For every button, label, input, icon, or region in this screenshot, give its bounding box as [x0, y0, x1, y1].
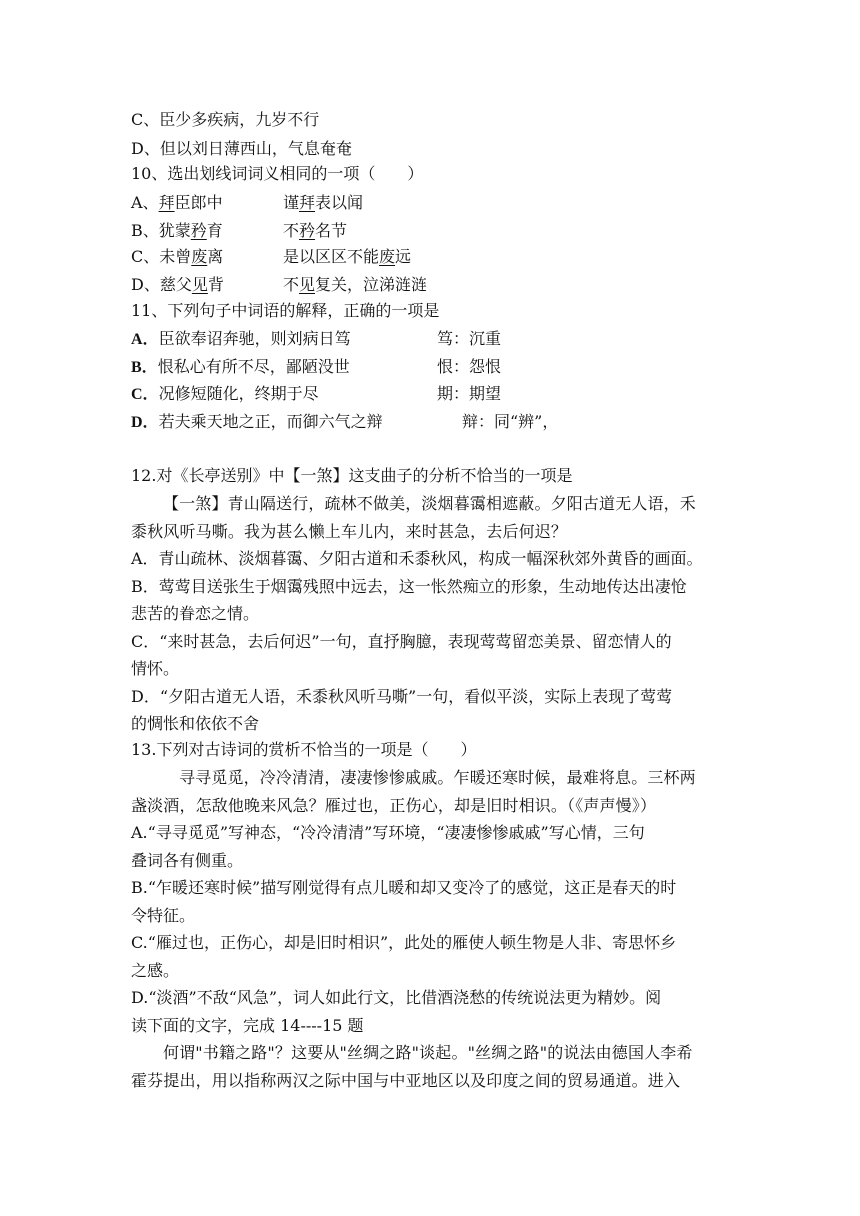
q9-option-c: C、臣少多疾病，九岁不行 [131, 110, 320, 129]
q10-stem: 10、选出划线词词义相同的一项（ ） [131, 164, 424, 183]
q11-option-b-gloss: 恨：怨恨 [437, 357, 502, 376]
q11-stem: 11、下列句子中词语的解释，正确的一项是 [131, 301, 440, 320]
q13-stem: 13.下列对古诗词的赏析不恰当的一项是（ ） [131, 740, 477, 759]
q10-option-d-pair: 不见复关，泣涕涟涟 [283, 275, 428, 294]
underlined-word: 见 [191, 275, 208, 294]
q13-option-c-cont: 之感。 [131, 961, 180, 980]
q13-option-b-cont: 令特征。 [131, 906, 196, 925]
q10-option-d: D、慈父见背 [131, 275, 224, 294]
q13-option-b: B.“乍暖还寒时候”描写刚觉得有点儿暖和却又变冷了的感觉，这正是春天的时 [131, 878, 677, 897]
underlined-word: 拜 [158, 193, 175, 212]
q12-stem: 12.对《长亭送别》中【一煞】这支曲子的分析不恰当的一项是 [131, 466, 573, 485]
q12-option-b-cont: 悲苦的眷恋之情。 [131, 604, 260, 623]
q12-option-d-cont: 的惆怅和依依不舍 [131, 714, 260, 733]
q11-option-a: A．臣欲奉诏奔驰，则刘病日笃 [131, 329, 351, 348]
q12-option-b: B．莺莺目送张生于烟霭残照中远去，这一怅然痴立的形象，生动地传达出凄怆 [131, 577, 687, 596]
q13-option-c: C.“雁过也，正伤心，却是旧时相识”，此处的雁使人顿生物是人非、寄思怀乡 [131, 933, 677, 952]
underlined-word: 废 [379, 247, 396, 266]
q13-option-d: D.“淡酒”不敌“风急”，词人如此行文，比借酒浇愁的传统说法更为精妙。阅 [131, 988, 662, 1007]
underlined-word: 矜 [299, 221, 316, 240]
q13-option-a: A.“寻寻觅觅”写神态，“冷冷清清”写环境，“凄凄惨惨戚戚”写心情，三句 [131, 823, 645, 842]
q12-option-c-cont: 情怀。 [131, 659, 180, 678]
q9-option-d: D、但以刘日薄西山，气息奄奄 [131, 139, 352, 158]
q10-option-a-pair: 谨拜表以闻 [283, 193, 364, 212]
q13-option-d-cont: 读下面的文字，完成 14----15 题 [131, 1016, 364, 1035]
q13-poem-line: 盏淡酒，怎敌他晚来风急？雁过也，正伤心，却是旧时相识。（《声声慢》） [131, 796, 657, 815]
q12-option-c: C．“来时甚急，去后何迟”一句，直抒胸臆，表现莺莺留恋美景、留恋情人的 [131, 632, 672, 651]
underlined-word: 废 [191, 247, 208, 266]
q11-option-d: D．若夫乘天地之正，而御六气之辩 [131, 412, 383, 431]
q11-option-a-gloss: 笃：沉重 [437, 329, 502, 348]
underlined-word: 拜 [299, 193, 316, 212]
q12-option-a: A．青山疏林、淡烟暮霭、夕阳古道和禾黍秋风，构成一幅深秋郊外黄昏的画面。 [131, 549, 703, 568]
passage-line: 何谓"书籍之路"？这要从"丝绸之路"谈起。"丝绸之路"的说法由德国人李希 [163, 1043, 693, 1062]
q12-option-d: D．“夕阳古道无人语，禾黍秋风听马嘶”一句，看似平淡，实际上表现了莺莺 [131, 687, 673, 706]
q12-passage-line: 黍秋风听马嘶。我为甚么懒上车儿内，来时甚急，去后何迟？ [131, 522, 568, 541]
q10-option-c: C、未曾废离 [131, 247, 224, 266]
q13-poem-line: 寻寻觅觅，冷冷清清，凄凄惨惨戚戚。乍暖还寒时候，最难将息。三杯两 [179, 768, 696, 787]
q12-passage-line: 【一煞】青山隔送行，疏林不做美，淡烟暮霭相遮蔽。夕阳古道无人语，禾 [163, 494, 696, 513]
q11-option-c: C．况修短随化，终期于尽 [131, 384, 319, 403]
q11-option-b: B．恨私心有所不尽，鄙陋没世 [131, 357, 350, 376]
q10-option-b-pair: 不矜名节 [283, 221, 348, 240]
q10-option-b: B、犹蒙矜育 [131, 221, 223, 240]
q11-option-d-gloss: 辩：同“辨”， [462, 412, 559, 431]
q13-option-a-cont: 叠词各有侧重。 [131, 851, 244, 870]
underlined-word: 矜 [190, 221, 207, 240]
passage-line: 霍芬提出，用以指称两汉之际中国与中亚地区以及印度之间的贸易通道。进入 [131, 1071, 681, 1090]
underlined-word: 见 [299, 275, 316, 294]
q11-option-c-gloss: 期：期望 [437, 384, 502, 403]
q10-option-c-pair: 是以区区不能废远 [283, 247, 412, 266]
q10-option-a: A、拜臣郎中 [131, 193, 223, 212]
